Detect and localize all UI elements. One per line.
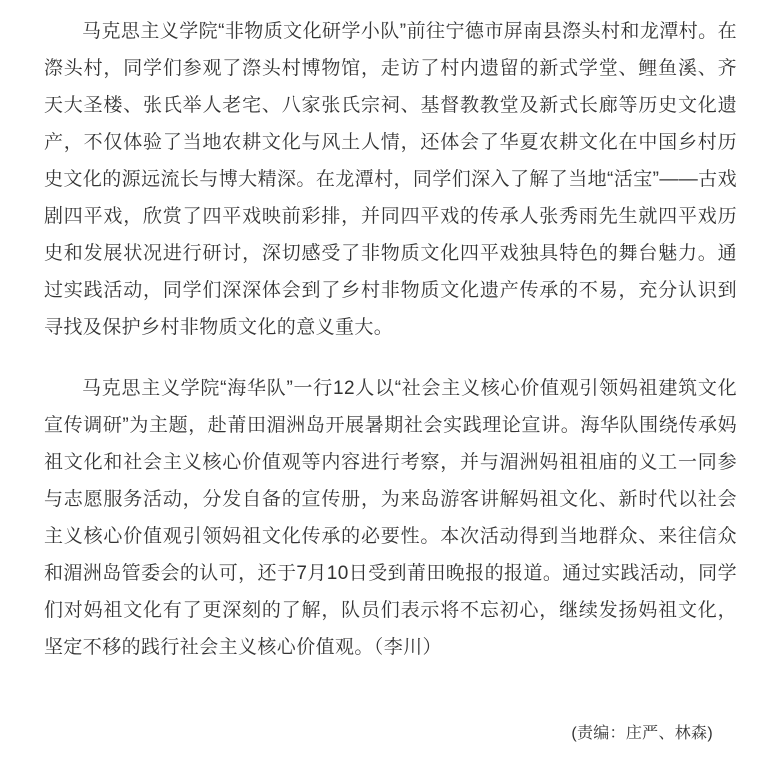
paragraph-research-team: 马克思主义学院“非物质文化研学小队”前往宁德市屏南县漈头村和龙潭村。在漈头村，同学们参观了漈头村博物馆，走访了村内遗留的新式学堂、鲤鱼溪、齐天大圣楼、张氏举人老宅、八家张氏宗祠、基督教教堂及新式长廊等历史文化遗产，不仅体验了当地农耕文化与风土人情，还体会了华夏农耕文化在中国乡村历史文化的源远流长与博大精深。在龙潭村，同学们深入了解了当地“活宝”——古戏剧四平戏，欣赏了四平戏映前彩排，并同四平戏的传承人张秀雨先生就四平戏历史和发展状况进行研讨，深切感受了非物质文化四平戏独具特色的舞台魅力。通过实践活动，同学们深深体会到了乡村非物质文化遗产传承的不易，充分认识到寻找及保护乡村非物质文化的意义重大。 xyxy=(44,21,737,338)
editor-credit: (责编：庄严、林森) xyxy=(571,725,713,742)
paragraph-haihua-team: 马克思主义学院“海华队”一行12人以“社会主义核心价值观引领妈祖建筑文化宣传调研”为主题，赴莆田湄洲岛开展暑期社会实践理论宣讲。海华队围绕传承妈祖文化和社会主义核心价值观等内容进行考察，并与湄洲妈祖祖庙的义工一同参与志愿服务活动，分发自备的宣传册，为来岛游客讲解妈祖文化、新时代以社会主义核心价值观引领妈祖文化传承的必要性。本次活动得到当地群众、来往信众和湄洲岛管委会的认可，还于7月10日受到莆田晚报的报道。通过实践活动，同学们对妈祖文化有了更深刻的了解，队员们表示将不忘初心，继续发扬妈祖文化，坚定不移的践行社会主义核心价值观。（李川） xyxy=(44,378,737,658)
